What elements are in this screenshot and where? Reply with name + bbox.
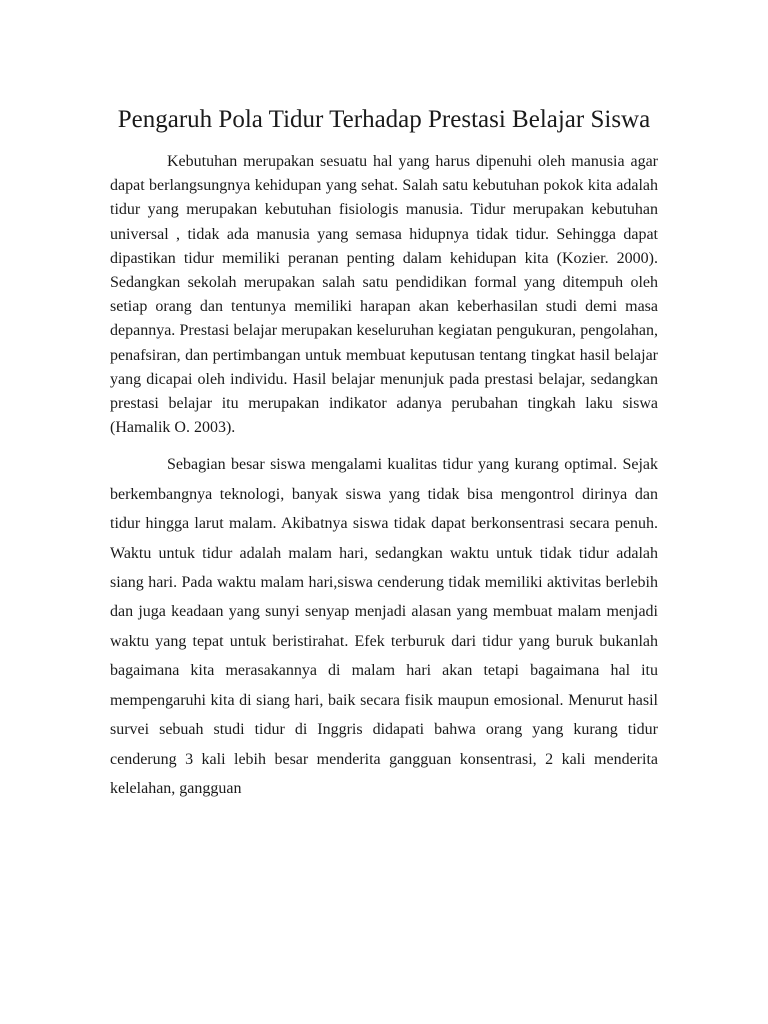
body-paragraph-2: Sebagian besar siswa mengalami kualitas tidur yang kurang optimal. Sejak berkembangnya teknologi, banyak siswa yang tidak bisa mengontrol dirinya dan tidur hingga larut malam. Akibatnya siswa tidak dapat berkonsentrasi secara penuh. Waktu untuk tidur adalah malam hari, sedangkan waktu untuk tidak tidur adalah siang hari. Pada waktu malam hari,siswa cenderung tidak memiliki aktivitas berlebih dan juga keadaan yang sunyi senyap menjadi alasan yang membuat malam menjadi waktu yang tepat untuk beristirahat. Efek terburuk dari tidur yang buruk bukanlah bagaimana kita merasakannya di malam hari akan tetapi bagaimana hal itu mempengaruhi kita di siang hari, baik secara fisik maupun emosional. Menurut hasil survei sebuah studi tidur di Inggris didapati bahwa orang yang kurang tidur cenderung 3 kali lebih besar menderita gangguan konsentrasi, 2 kali menderita kelelahan, gangguan: [110, 456, 658, 797]
body-paragraph-1: Kebutuhan merupakan sesuatu hal yang harus dipenuhi oleh manusia agar dapat berlangsungnya kehidupan yang sehat. Salah satu kebutuhan pokok kita adalah tidur yang merupakan kebutuhan fisiologis manusia. Tidur merupakan kebutuhan universal , tidak ada manusia yang semasa hidupnya tidak tidur. Sehingga dapat dipastikan tidur memiliki peranan penting dalam kehidupan kita (Kozier. 2000). Sedangkan sekolah merupakan salah satu pendidikan formal yang ditempuh oleh setiap orang dan tentunya memiliki harapan akan keberhasilan studi demi masa depannya. Prestasi belajar merupakan keseluruhan kegiatan pengukuran, pengolahan, penafsiran, dan pertimbangan untuk membuat keputusan tentang tingkat hasil belajar yang dicapai oleh individu. Hasil belajar menunjuk pada prestasi belajar, sedangkan prestasi belajar itu merupakan indikator adanya perubahan tingkah laku siswa (Hamalik O. 2003).: [110, 153, 658, 437]
document-title: Pengaruh Pola Tidur Terhadap Prestasi Belajar Siswa: [117, 106, 651, 133]
